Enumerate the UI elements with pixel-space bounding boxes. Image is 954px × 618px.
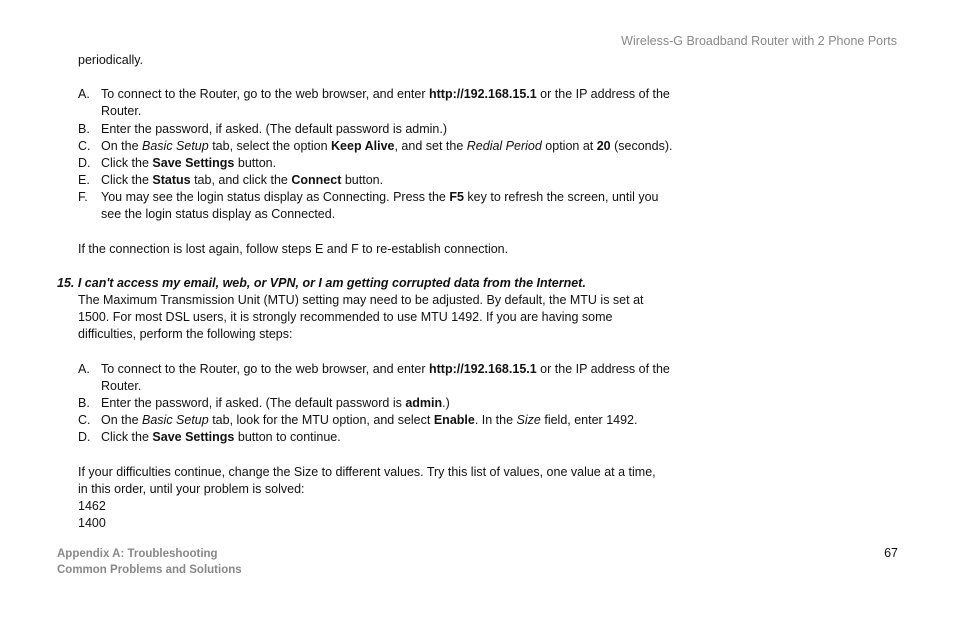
step-1a: A. To connect to the Router, go to the web browser, and enter http://192.168.15.1 or the IP address of the Router.: [78, 87, 670, 118]
intro-text: periodically.: [78, 53, 144, 67]
step-letter: D.: [78, 156, 91, 170]
running-header: Wireless-G Broadband Router with 2 Phone Ports: [621, 34, 897, 48]
question-15-body: The Maximum Transmission Unit (MTU) setting may need to be adjusted. By default, the MTU is set at 1500. For most DSL users, it is strongly recommended to use MTU 1492. If you are having some difficulties, perform the following steps:: [78, 293, 644, 341]
step-letter: E.: [78, 173, 90, 187]
step-letter: B.: [78, 122, 90, 136]
step-2a: A. To connect to the Router, go to the web browser, and enter http://192.168.15.1 or the IP address of the Router.: [78, 362, 670, 393]
router-url: http://192.168.15.1: [429, 87, 537, 101]
step-2d: D. Click the Save Settings button to continue.: [78, 430, 341, 444]
step-2c: C. On the Basic Setup tab, look for the MTU option, and select Enable. In the Size field, enter 1492.: [78, 413, 638, 427]
question-15-heading: 15. I can't access my email, web, or VPN, or I am getting corrupted data from the Internet.: [57, 276, 586, 290]
step-1b: B. Enter the password, if asked. (The default password is admin.): [78, 122, 447, 136]
step-letter: D.: [78, 430, 91, 444]
step-letter: A.: [78, 362, 90, 376]
step-1c: C. On the Basic Setup tab, select the option Keep Alive, and set the Redial Period option at 20 (seconds).: [78, 139, 673, 153]
step-1f: F. You may see the login status display as Connecting. Press the F5 key to refresh the screen, until you see the login status display as Connected.: [78, 190, 659, 221]
footer: [57, 546, 242, 578]
step-letter: F.: [78, 190, 88, 204]
router-url: http://192.168.15.1: [429, 362, 537, 376]
mtu-value: 1462: [78, 499, 106, 513]
step-letter: C.: [78, 139, 91, 153]
reestablish-text: If the connection is lost again, follow steps E and F to re-establish connection.: [78, 242, 509, 256]
page-number: 67: [884, 546, 898, 560]
step-1d: D. Click the Save Settings button.: [78, 156, 277, 170]
footer-subsection: Common Problems and Solutions: [57, 564, 242, 576]
closing-text: If your difficulties continue, change the Size to different values. Try this list of values, one value at a time, in this order, until your problem is solved:: [78, 465, 656, 496]
mtu-value: 1400: [78, 516, 106, 530]
step-letter: C.: [78, 413, 91, 427]
step-2b: B. Enter the password, if asked. (The default password is admin.): [78, 396, 450, 410]
step-letter: A.: [78, 87, 90, 101]
step-letter: B.: [78, 396, 90, 410]
step-1e: E. Click the Status tab, and click the Connect button.: [78, 173, 384, 187]
footer-section: Appendix A: Troubleshooting: [57, 548, 218, 560]
